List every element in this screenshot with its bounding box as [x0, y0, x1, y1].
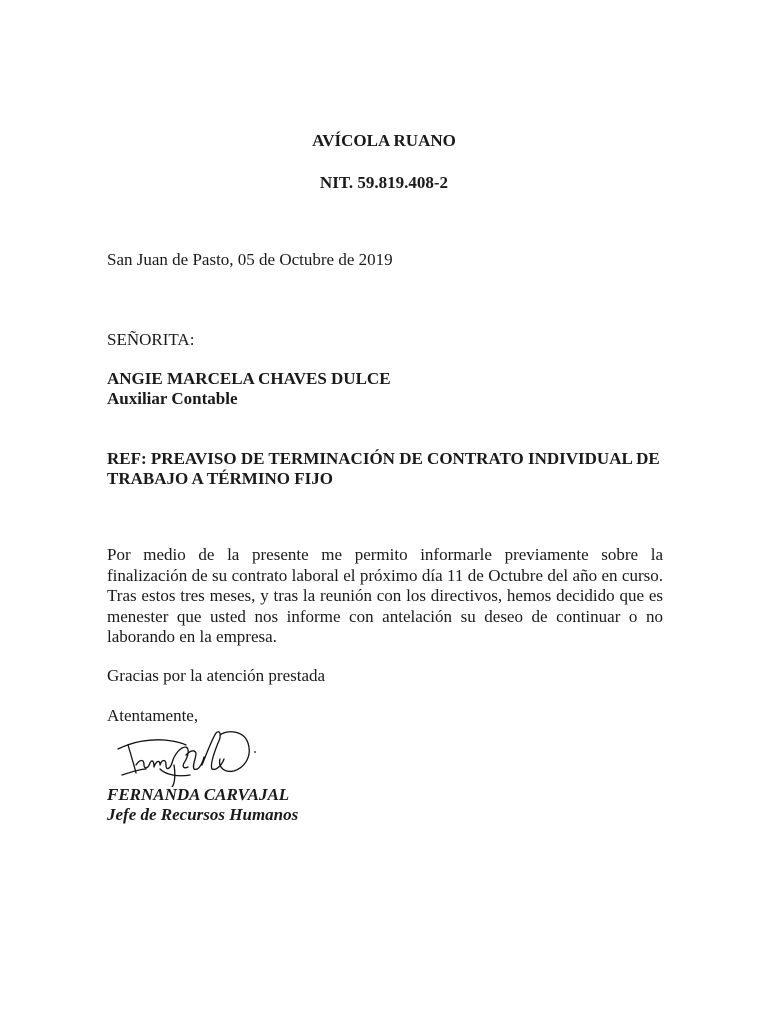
thanks-line: Gracias por la atención prestada — [107, 666, 326, 685]
body-paragraph: Por medio de la presente me permito informarle previamente sobre la finalización de su contrato laboral el próximo día 11 de Octubre del año en curso. Tras estos tres meses, y tras la reunión con los directivos, hemos decidido que es menester que usted nos informe con antelación su deseo de continuar o no laborando en la empresa. — [107, 545, 663, 646]
closing-line: Atentamente, — [107, 706, 199, 725]
place-date: San Juan de Pasto, 05 de Octubre de 2019 — [107, 250, 393, 269]
salutation: SEÑORITA: — [107, 330, 195, 349]
reference-line-2: TRABAJO A TÉRMINO FIJO — [107, 469, 333, 488]
signer-title: Jefe de Recursos Humanos — [107, 805, 299, 824]
signature-image — [116, 725, 256, 787]
company-name: AVÍCOLA RUANO — [312, 131, 456, 150]
reference-line-1: REF: PREAVISO DE TERMINACIÓN DE CONTRATO INDIVIDUAL DE — [107, 449, 660, 468]
signer-name: FERNANDA CARVAJAL — [107, 785, 290, 804]
company-nit: NIT. 59.819.408-2 — [319, 173, 449, 192]
recipient-name: ANGIE MARCELA CHAVES DULCE — [107, 369, 391, 388]
recipient-title: Auxiliar Contable — [107, 389, 238, 408]
